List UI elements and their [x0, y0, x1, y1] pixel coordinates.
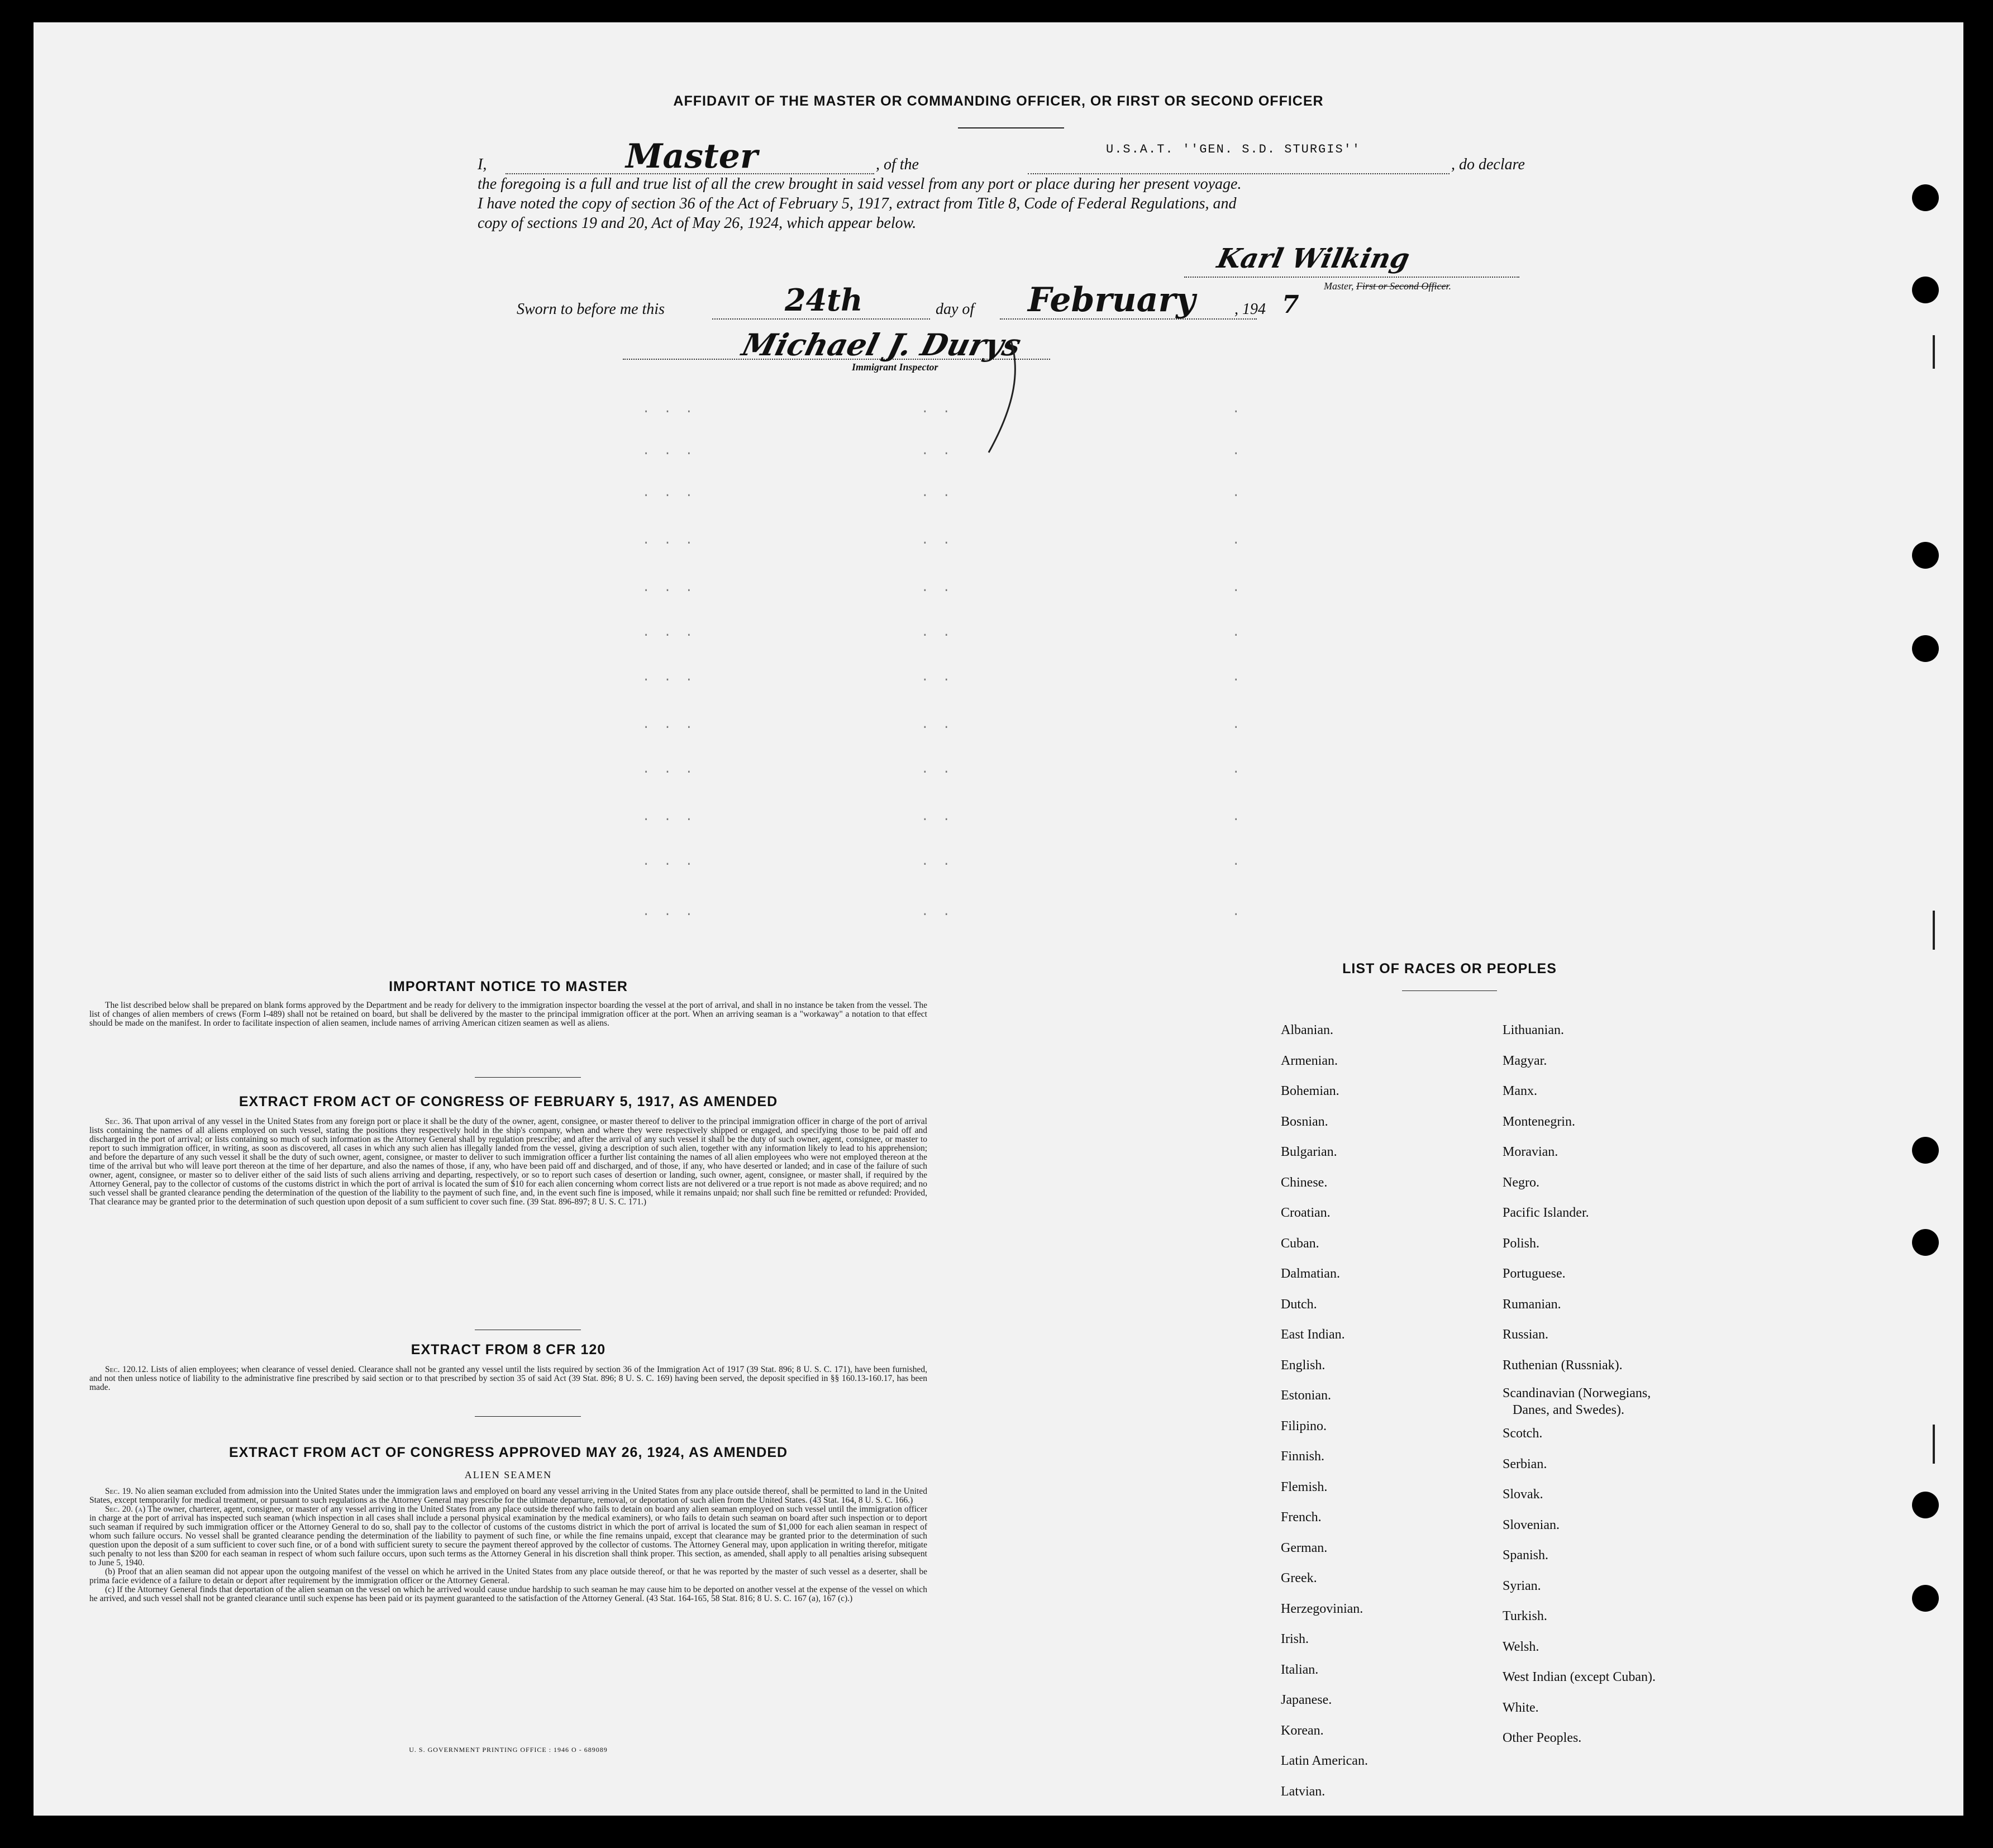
race-item: Pacific Islander. [1503, 1206, 1589, 1220]
divider [475, 1077, 581, 1078]
race-item: Bohemian. [1281, 1084, 1339, 1098]
punch-hole [1912, 1137, 1939, 1164]
punch-hole [1912, 542, 1939, 569]
race-item: West Indian (except Cuban). [1503, 1670, 1656, 1684]
punch-hole [1912, 635, 1939, 662]
edge-mark [1933, 911, 1935, 950]
race-item: French. [1281, 1510, 1322, 1525]
year-handwritten: 7 [1282, 290, 1299, 319]
race-item: Negro. [1503, 1175, 1539, 1190]
race-item: White. [1503, 1700, 1539, 1715]
race-item: Latin American. [1281, 1754, 1368, 1768]
race-item: Armenian. [1281, 1053, 1338, 1068]
sec19-label: Sec. 19. [105, 1487, 133, 1496]
extract-cfr-body [89, 1365, 927, 1392]
race-item: Serbian. [1503, 1456, 1547, 1471]
sworn-prefix: Sworn to before me this [517, 301, 665, 318]
rank-handwritten: Master [626, 137, 758, 176]
race-item: Estonian. [1281, 1388, 1331, 1403]
race-item: Portuguese. [1503, 1266, 1566, 1281]
race-item: Cuban. [1281, 1236, 1319, 1251]
affidavit-title: AFFIDAVIT OF THE MASTER OR COMMANDING OFFICER, OR FIRST OR SECOND OFFICER [673, 93, 1324, 109]
day-line [712, 318, 930, 320]
race-item: Korean. [1281, 1723, 1324, 1738]
race-item: Slovenian. [1503, 1517, 1560, 1532]
race-item: Spanish. [1503, 1548, 1549, 1563]
divider [475, 1416, 581, 1417]
races-column-2 [1503, 1015, 1656, 1754]
race-item: Syrian. [1503, 1578, 1541, 1593]
sec120-label: Sec. 120.12. [105, 1365, 149, 1374]
sec36-label: Sec. 36. [105, 1117, 133, 1126]
notice-title: IMPORTANT NOTICE TO MASTER [389, 979, 628, 994]
title-divider [958, 127, 1064, 128]
edge-mark [1933, 1425, 1935, 1464]
month-handwritten: February [1028, 280, 1196, 320]
master-signature-line [1184, 277, 1519, 278]
punch-hole [1912, 1229, 1939, 1256]
vessel-typed: U.S.A.T. ''GEN. S.D. STURGIS'' [1106, 142, 1361, 156]
race-item: Croatian. [1281, 1206, 1331, 1220]
race-item: Scotch. [1503, 1426, 1543, 1441]
sec36-text: That upon arrival of any vessel in the United States from any foreign port or place it shall be the duty of the owner, agent, consignee, or master thereof to deliver to the principal immigration officer in charge of the port of arrival lists containing the names of all aliens employed on such vessel, stating the positions they respectively hold in the ship's company, when and where they were respectively shipped or engaged, and specifying those to be paid off and discharged in the port of arrival; or lists containing so much of such information as the Attorney General shall by regulation prescribe; and after the arrival of any such vessel it shall be the duty of such owner, agent, consignee, or master to report to such immigration officer, in writing, as soon as discovered, all cases in which any such alien has illegally landed from the vessel, giving a description of such alien, together with any information likely to lead to his apprehension; and before the departure of any such vessel it shall be the duty of such owner, agent, consignee, or master to deliver to such immigration officer a further list containing the names of all alien employees who were not employed thereon at the time of the arrival but who will leave port thereon at the time of her departure, and also the names of those, if any, who have been paid off and discharged, and of those, if any, who have deserted or landed; and in case of the failure of such owner, agent, consignee, or master so to deliver either of the said lists of such aliens arriving and departing, respectively, or so to report such cases of desertion or landing, such owner, agent, consignee, or master shall, if required by the Attorney General, pay to the collector of customs of the customs district in which the port of arrival is located the sum of $10 for each alien concerning whom correct lists are not delivered or a true report is not made as above required; and no such vessel shall be granted clearance pending the determination of the question of the liability to the payment of such fine, and, in the event such fine is imposed, while it remains unpaid; nor shall such fine be remitted or refunded: Provided, That clearance may be granted prior to the determination of such question upon deposit of a sum sufficient to cover such fine. (39 Stat. 896-897; 8 U. S. C. 171.) [89, 1117, 927, 1207]
race-item: Scandinavian (Norwegians, [1503, 1386, 1651, 1401]
affidavit-line-2: the foregoing is a full and true list of all the crew brought in said vessel from any port or place during her present voyage. [478, 175, 1242, 193]
master-signature: Karl Wilking [1214, 243, 1413, 274]
day-of-text: day of [936, 301, 975, 318]
year-printed: , 194 [1234, 301, 1266, 318]
race-item: Albanian. [1281, 1023, 1333, 1037]
race-item-scandinavian [1503, 1380, 1656, 1418]
punch-hole [1912, 277, 1939, 303]
affidavit-i-prefix: I, [478, 156, 487, 173]
race-item: Filipino. [1281, 1418, 1327, 1433]
master-caption-struck: First or Second Officer [1356, 280, 1449, 292]
race-item: Slovak. [1503, 1487, 1543, 1502]
notice-body [89, 1001, 927, 1028]
race-item: Japanese. [1281, 1693, 1332, 1707]
sec20a-text: The owner, charterer, agent, consignee, or master of any vessel arriving in the United States from any place outside thereof who fails to detain on board any alien seaman employed on such vessel until the immigration officer in charge at the port of arrival has inspected such seaman (which inspection in all cases shall include a personal physical examination by the medical examiners), or who fails to detain such seaman on board after such inspection or to deport such seaman if required by such immigration officer or the Attorney General to do so, shall pay to the collector of customs of the customs district in which the port of arrival is located the sum of $1,000 for each alien seaman in respect of whom such failure occurs. No vessel shall be granted clearance pending the determination of the liability to payment of such fine, or while the fine remains unpaid, except that clearance may be granted prior to the determination of such question upon the deposit of a sum sufficient to cover such fine, or of a bond with sufficient surety to secure the payment thereof approved by the collector of customs. The Attorney General may, upon application in writing therefor, mitigate such penalty to not less than $200 for each seaman in respect of whom such failure occurs, upon such terms as the Attorney General in his discretion shall think proper. This section, as amended, shall apply to all penalties arising subsequent to June 5, 1940. [89, 1504, 927, 1568]
extract-1917-title: EXTRACT FROM ACT OF CONGRESS OF FEBRUARY 5, 1917, AS AMENDED [239, 1094, 778, 1109]
races-column-1 [1281, 1015, 1368, 1807]
races-divider [1402, 990, 1497, 991]
master-caption [1324, 280, 1451, 292]
race-item: Dalmatian. [1281, 1266, 1340, 1281]
race-item: English. [1281, 1358, 1326, 1373]
master-caption-prefix: Master, [1324, 280, 1354, 292]
race-item: German. [1281, 1540, 1328, 1555]
race-item: Montenegrin. [1503, 1114, 1575, 1129]
printer-imprint: U. S. GOVERNMENT PRINTING OFFICE : 1946 O - 689089 [409, 1746, 608, 1754]
vessel-line [1028, 173, 1450, 174]
race-item: Turkish. [1503, 1609, 1547, 1623]
race-item-continuation: Danes, and Swedes). [1513, 1403, 1624, 1417]
affidavit-page: AFFIDAVIT OF THE MASTER OR COMMANDING OFFICER, OR FIRST OR SECOND OFFICER I, Master , of the U.S.A.T. ''GEN. S.D. STURGIS'' , do declare the foregoing is a full and true list of all the crew brought in said vessel from any port or place during her present voyage. I have noted the copy of section 36 of the Act of February 5, 1917, extract from Title 8, Code of Federal Regulations, and copy of sections 19 and 20, Act of May 26, 1924, which appear below. Karl Wilking Master, First or Second Officer. Sworn to before me this 24th day of February , 194 7 Michael J. Durys Immigrant Inspector . . . . . . . . . . . . . . . . . . . . . . . . . . . . . . . . . . . . . . . . . . . . . . . . . . . . . . . . . . . . . . . . . . . . . . . . IMPORTANT NOTICE TO MASTER The list described below shall be prepared on blank forms approved by the Department and be ready for delivery to the immigration inspector boarding the vessel at the port of arrival, and shall in no instance be taken from the vessel. The list of changes of alien members of crews (Form I-489) shall not be retained on board, but shall be delivered by the master to the principal immigration officer at the port. When an arriving seaman is a "workaway" a notation to that effect should be made on the manifest. In order to facilitate inspection of alien seamen, include names of arriving American citizen seamen as well as aliens. EXTRACT FROM ACT OF CONGRESS OF FEBRUARY 5, 1917, AS AMENDED Sec. 36. That upon arrival of any vessel in the United States from any foreign port or place it shall be the duty of the owner, agent, consignee, or master thereof to deliver to the principal immigration officer in charge of the port of arrival lists containing the names of all aliens employed on such vessel, stating the positions they respectively hold in the ship's company, when and where they were respectively shipped or engaged, and specifying those to be paid off and discharged in the port of arrival; or lists containing so much of such information as the Attorney General shall by regulation prescribe; and after the arrival of any such vessel it shall be the duty of such owner, agent, consignee, or master to report to such immigration officer, in writing, as soon as discovered, all cases in which any such alien has illegally landed from the vessel, giving a description of such alien, together with any information likely to lead to his apprehension; and before the departure of any such vessel it shall be the duty of such owner, agent, consignee, or master to deliver to such immigration officer a further list containing the names of all alien employees who were not employed thereon at the time of the arrival but who will leave port thereon at the time of her departure, and also the names of those, if any, who have been paid off and discharged, and of those, if any, who have deserted or landed; and in case of the failure of such owner, agent, consignee, or master so to deliver either of the said lists of such aliens arriving and departing, respectively, or so to report such cases of desertion or landing, such owner, agent, consignee, or master shall, if required by the Attorney General, pay to the collector of customs of the customs district in which the port of arrival is located the sum of $10 for each alien concerning whom correct lists are not delivered or a true report is not made as above required; and no such vessel shall be granted clearance pending the determination of the question of the liability to the payment of such fine, and, in the event such fine is imposed, while it remains unpaid; nor shall such fine be remitted or refunded: Provided, That clearance may be granted prior to the determination of such question upon deposit of a sum sufficient to cover such fine. (39 Stat. 896-897; 8 U. S. C. 171.) EXTRACT FROM 8 CFR 120 Sec. 120.12. Lists of alien employees; when clearance of vessel denied. Clearance shall not be granted any vessel until the lists required by section 36 of the Immigration Act of 1917 (39 Stat. 896; 8 U. S. C. 171), have been furnished, and not then unless notice of liability to the administrative fine prescribed by said section or to that prescribed by section 35 of said Act (39 Stat. 896; 8 U. S. C. 169) having been served, the deposit specified in §§ 160.13-160.17, has been made. EXTRACT FROM ACT OF CONGRESS APPROVED MAY 26, 1924, AS AMENDED ALIEN SEAMEN Sec. 19. No alien seaman excluded from admission into the United States under the immigration laws and employed on board any vessel arriving in the United States from any place outside thereof, shall be permitted to land in the United States, except temporarily for medical treatment, or pursuant to such regulations as the Attorney General may prescribe for the ultimate departure, removal, or deportation of such alien from the United States. (43 Stat. 164, 8 U. S. C. 166.) Sec. 20. (a) The owner, charterer, agent, consignee, or master of any vessel arriving in the United States from any place outside thereof who fails to detain on board any alien seaman employed on such vessel until the immigration officer in charge at the port of arrival has inspected such seaman (which inspection in all cases shall include a personal physical examination by the medical examiners), or who fails to detain such seaman on board after such inspection or to deport such seaman if required by such immigration officer or the Attorney General to do so, shall pay to the collector of customs of the customs district in which the port of arrival is located the sum of $1,000 for each alien seaman in respect of whom such failure occurs. No vessel shall be granted clearance pending the determination of the liability to payment of such fine, or while the fine remains unpaid, except that clearance may be granted prior to the determination of such question upon the deposit of a sum sufficient to cover such fine, or of a bond with sufficient surety to secure the payment thereof approved by the collector of customs. The Attorney General may, upon application in writing therefor, mitigate such penalty to not less than $200 for each seaman in respect of whom such failure occurs, upon such terms as the Attorney General in his discretion shall think proper. This section, as amended, shall apply to all penalties arising subsequent to June 5, 1940. (b) Proof that an alien seaman did not appear upon the outgoing manifest of the vessel on which he arrived in the United States from any place outside thereof, or that he was reported by the master of such vessel as a deserter, shall be prima facie evidence of a failure to detain or deport after requirement by the immigration officer or the Attorney General. (c) If the Attorney General finds that deportation of the alien seaman on the vessel on which he arrived would cause undue hardship to such seaman he may cause him to be deported on another vessel at the expense of the vessel on which he arrived, and such vessel shall not be granted clearance until such expense has been paid or its payment guaranteed to the satisfaction of the Attorney General. (43 Stat. 164-165, 58 Stat. 816; 8 U. S. C. 167 (a), 167 (c).) U. S. GOVERNMENT PRINTING OFFICE : 1946 O - 689089 LIST OF RACES OR PEOPLES Albanian. Armenian. Bohemian. Bosnian. Bulgarian. Chinese. Croatian. Cuban. Dalmatian. Dutch. East Indian. English. Estonian. Filipino. Finnish. Flemish. French. German. Greek. Herzegovinian. Irish. Italian. Japanese. Korean. Latin American. Latvian. Lithuanian. Magyar. Manx. Montenegrin. Moravian. Negro. Pacific Islander. Polish. Portuguese. Rumanian. Russian. Ruthenian (Russniak). Scandinavian (Norwegians, Danes, and Swedes). Scotch. Serbian. Slovak. Slovenian. Spanish. Syrian. Turkish. Welsh. West Indian (except Cuban). White. Other Peoples. [34, 22, 1963, 1816]
punch-hole [1912, 1585, 1939, 1612]
punch-hole [1912, 184, 1939, 211]
affidavit-line-4: copy of sections 19 and 20, Act of May 26, 1924, which appear below. [478, 215, 917, 232]
race-item: Irish. [1281, 1632, 1309, 1646]
race-item: Rumanian. [1503, 1297, 1561, 1312]
race-item: Other Peoples. [1503, 1731, 1582, 1745]
race-item: Magyar. [1503, 1053, 1547, 1068]
sec20c-text: (c) If the Attorney General finds that deportation of the alien seaman on the vessel on which he arrived would cause undue hardship to such seaman he may cause him to be deported on another vessel at the expense of the vessel on which he arrived, and such vessel shall not be granted clearance until such expense has been paid or its payment guaranteed to the satisfaction of the Attorney General. (43 Stat. 164-165, 58 Stat. 816; 8 U. S. C. 167 (a), 167 (c).) [89, 1585, 927, 1603]
edge-mark [1933, 335, 1935, 369]
races-title: LIST OF RACES OR PEOPLES [1342, 961, 1557, 977]
race-item: Lithuanian. [1503, 1023, 1564, 1037]
alien-seamen-subtitle: ALIEN SEAMEN [464, 1469, 552, 1480]
race-item: Finnish. [1281, 1449, 1325, 1464]
of-the-text: , of the [876, 156, 919, 173]
notice-paragraph: The list described below shall be prepared on blank forms approved by the Department and be ready for delivery to the immigration inspector boarding the vessel at the port of arrival, and shall in no instance be taken from the vessel. The list of changes of alien members of crews (Form I-489) shall not be retained on board, but shall be delivered by the master to the principal immigration officer at the port. When an arriving seaman is a "workaway" a notation to that effect should be made on the manifest. In order to facilitate inspection of alien seamen, include names of arriving American citizen seamen as well as aliens. [89, 1001, 927, 1028]
race-item: Manx. [1503, 1084, 1537, 1098]
race-item: Moravian. [1503, 1145, 1558, 1159]
race-item: Russian. [1503, 1327, 1549, 1342]
race-item: Flemish. [1281, 1479, 1328, 1494]
race-item: Bosnian. [1281, 1114, 1328, 1129]
race-item: Dutch. [1281, 1297, 1317, 1312]
extract-1917-body [89, 1117, 927, 1207]
inspector-caption: Immigrant Inspector [852, 361, 938, 373]
day-handwritten: 24th [785, 282, 863, 318]
race-item: Herzegovinian. [1281, 1601, 1363, 1616]
race-item: Polish. [1503, 1236, 1540, 1251]
affidavit-line-3: I have noted the copy of section 36 of the Act of February 5, 1917, extract from Title 8, Code of Federal Regulations, and [478, 195, 1237, 212]
race-item: Bulgarian. [1281, 1145, 1337, 1159]
race-item: Italian. [1281, 1662, 1319, 1677]
race-item: Ruthenian (Russniak). [1503, 1358, 1623, 1373]
signature-flourish [950, 335, 1028, 458]
extract-cfr-title: EXTRACT FROM 8 CFR 120 [411, 1342, 606, 1358]
do-declare-text: , do declare [1451, 156, 1525, 173]
race-item: Greek. [1281, 1571, 1317, 1585]
sec20-label: Sec. 20. (a) [105, 1504, 146, 1514]
race-item: Latvian. [1281, 1784, 1326, 1799]
sec19-text: No alien seaman excluded from admission into the United States under the immigration laws and employed on board any vessel arriving in the United States from any place outside thereof, shall be permitted to land in the United States, except temporarily for medical treatment, or pursuant to such regulations as the Attorney General may prescribe for the ultimate departure, removal, or deportation of such alien from the United States. (43 Stat. 164, 8 U. S. C. 166.) [89, 1487, 927, 1505]
race-item: East Indian. [1281, 1327, 1345, 1342]
sec20b-text: (b) Proof that an alien seaman did not appear upon the outgoing manifest of the vessel on which he arrived in the United States from any place outside thereof, or that he was reported by the master of such vessel as a deserter, shall be prima facie evidence of a failure to detain or deport after requirement by the immigration officer or the Attorney General. [89, 1567, 927, 1585]
extract-1924-body [89, 1487, 927, 1603]
master-caption-suffix: . [1448, 280, 1451, 292]
sec120-text: Lists of alien employees; when clearance of vessel denied. Clearance shall not be granted any vessel until the lists required by section 36 of the Immigration Act of 1917 (39 Stat. 896; 8 U. S. C. 171), have been furnished, and not then unless notice of liability to the administrative fine prescribed by said section or to that prescribed by section 35 of said Act (39 Stat. 896; 8 U. S. C. 169) having been served, the deposit specified in §§ 160.13-160.17, has been made. [89, 1365, 928, 1392]
inspector-signature: Michael J. Durys [738, 327, 1025, 363]
extract-1924-title: EXTRACT FROM ACT OF CONGRESS APPROVED MAY 26, 1924, AS AMENDED [228, 1445, 788, 1460]
punch-hole [1912, 1492, 1939, 1518]
race-item: Welsh. [1503, 1639, 1539, 1654]
race-item: Chinese. [1281, 1175, 1328, 1190]
